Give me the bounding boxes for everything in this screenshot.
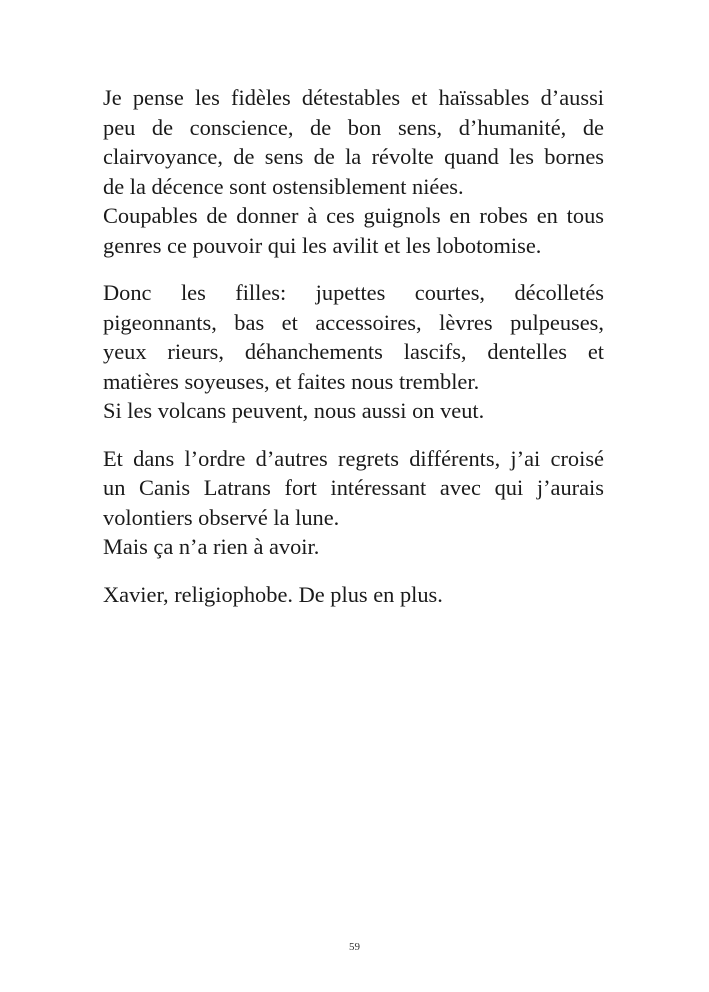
text-line: Coupables de donner à ces guignols en robes en tous	[103, 203, 604, 228]
text-line: un Canis Latrans fort intéressant avec qui j’aurais	[103, 475, 604, 500]
text-line: Xavier, religiophobe. De plus en plus.	[103, 581, 443, 607]
text-line: Je pense les fidèles détestables et haïssables d’aussi	[103, 85, 604, 110]
text-line: de la décence sont ostensiblement niées.	[103, 173, 464, 199]
text-line: volontiers observé la lune.	[103, 504, 340, 530]
page-number: 59	[349, 941, 360, 953]
text-line: Et dans l’ordre d’autres regrets différents, j’ai croisé	[103, 445, 604, 471]
text-line: pigeonnants, bas et accessoires, lèvres pulpeuses,	[103, 309, 604, 335]
paragraph-2	[103, 278, 604, 426]
text-line: clairvoyance, de sens de la révolte quand les bornes	[103, 144, 604, 169]
paragraph-4	[103, 580, 604, 610]
text-line: peu de conscience, de bon sens, d’humanité, de	[103, 114, 604, 140]
text-line: Donc les filles: jupettes courtes, décolletés	[103, 280, 604, 305]
body-text	[103, 83, 604, 609]
text-line: yeux rieurs, déhanchements lascifs, dentelles et	[103, 339, 604, 364]
text-line: Mais ça n’a rien à avoir.	[103, 534, 320, 559]
text-line: Si les volcans peuvent, nous aussi on veut.	[103, 398, 485, 423]
text-line: genres ce pouvoir qui les avilit et les lobotomise.	[103, 232, 542, 258]
paragraph-1	[103, 83, 604, 260]
text-line: matières soyeuses, et faites nous trembler.	[103, 368, 480, 394]
paragraph-3	[103, 444, 604, 562]
